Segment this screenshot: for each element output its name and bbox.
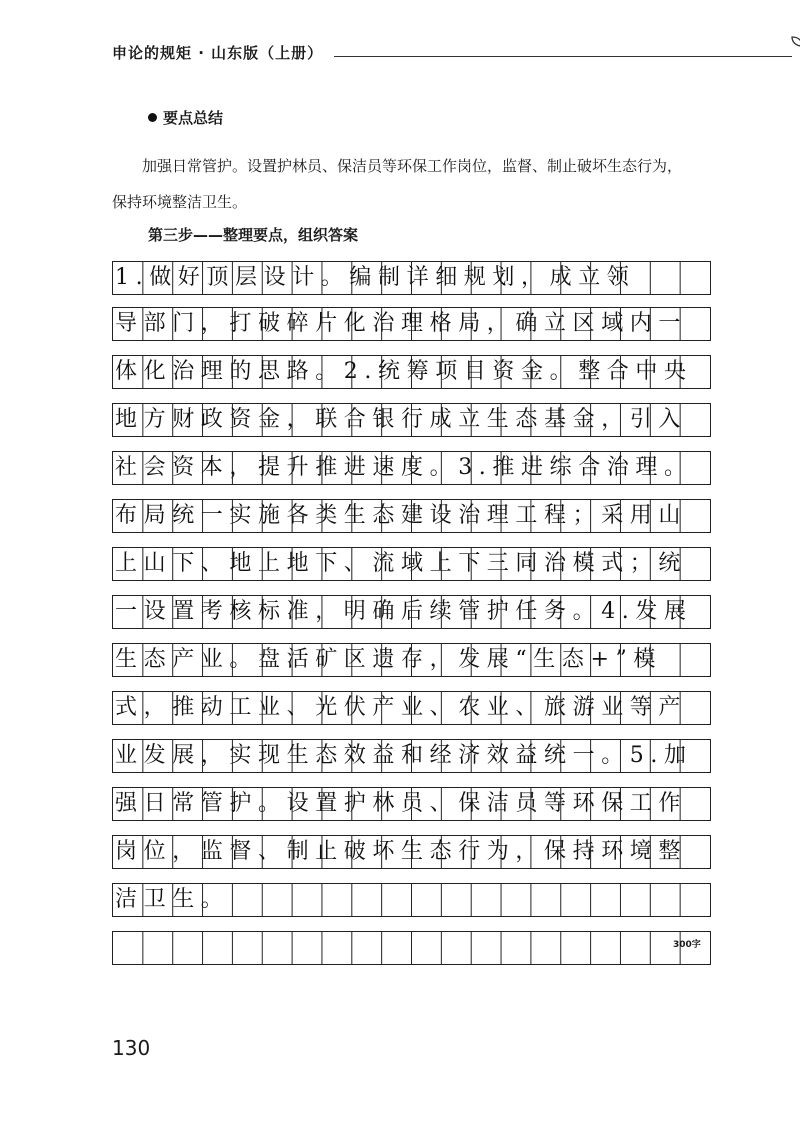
step-three-heading: 第三步——整理要点，组织答案 [148,226,359,244]
grid-row-text: 体化治理的思路。2.统筹项目资金。整合中央 [115,359,693,384]
grid-row [112,261,711,295]
grid-row [112,595,711,629]
grid-row-text: 导部门，打破碎片化治理格局，确立区域内一 [115,311,688,336]
word-count-label: 300字 [673,940,701,950]
grid-row-text: 地方财政资金，联合银行成立生态基金，引入 [115,407,688,432]
grid-row [112,883,711,917]
grid-row-text: 业发展，实现生态效益和经济效益统一。5.加 [115,743,693,768]
book-title: 申论的规矩 · 山东版（上册） [112,44,324,62]
grid-row [112,787,711,821]
sprout-icon [790,34,800,62]
grid-row [112,931,711,965]
key-points-heading-text: 要点总结 [163,109,224,127]
bullet-icon [148,113,157,122]
grid-row [112,403,711,437]
grid-row-text: 1.做好顶层设计。编制详细规划，成立领 [115,265,636,290]
key-points-heading [148,107,223,128]
grid-row [112,307,711,341]
summary-paragraph [112,148,714,220]
grid-row [112,835,711,869]
grid-row [112,739,711,773]
grid-row-text: 一设置考核标准，明确后续管护任务。4.发展 [115,599,693,624]
grid-row-text: 式，推动工业、光伏产业、农业、旅游业等产 [115,695,688,720]
grid-row [112,451,711,485]
page-number: 130 [112,1036,151,1060]
grid-row-text: 强日常管护。设置护林员、保洁员等环保工作 [115,791,688,816]
grid-row [112,355,711,389]
summary-line-2: 保持环境整洁卫生。 [112,193,248,211]
grid-row-text: 生态产业。盘活矿区遗存，发展“生态+”模 [115,647,662,672]
running-header [112,38,712,68]
grid-row-text: 上山下、地上地下、流域上下三同治模式；统 [115,551,688,576]
grid-row-text: 岗位，监督、制止破坏生态行为，保持环境整 [115,839,688,864]
answer-grid [112,261,711,979]
grid-row-text: 布局统一实施各类生态建设治理工程；采用山 [115,503,688,528]
grid-row [112,691,711,725]
summary-line-1: 加强日常管护。设置护林员、保洁员等环保工作岗位，监督、制止破坏生态行为， [142,157,683,175]
grid-row [112,547,711,581]
grid-row-text [113,932,710,964]
header-rule [334,56,792,57]
grid-row-text: 洁卫生。 [115,887,230,912]
grid-row [112,643,711,677]
grid-row-text: 社会资本，提升推进速度。3.推进综合治理。 [115,455,693,480]
grid-row [112,499,711,533]
